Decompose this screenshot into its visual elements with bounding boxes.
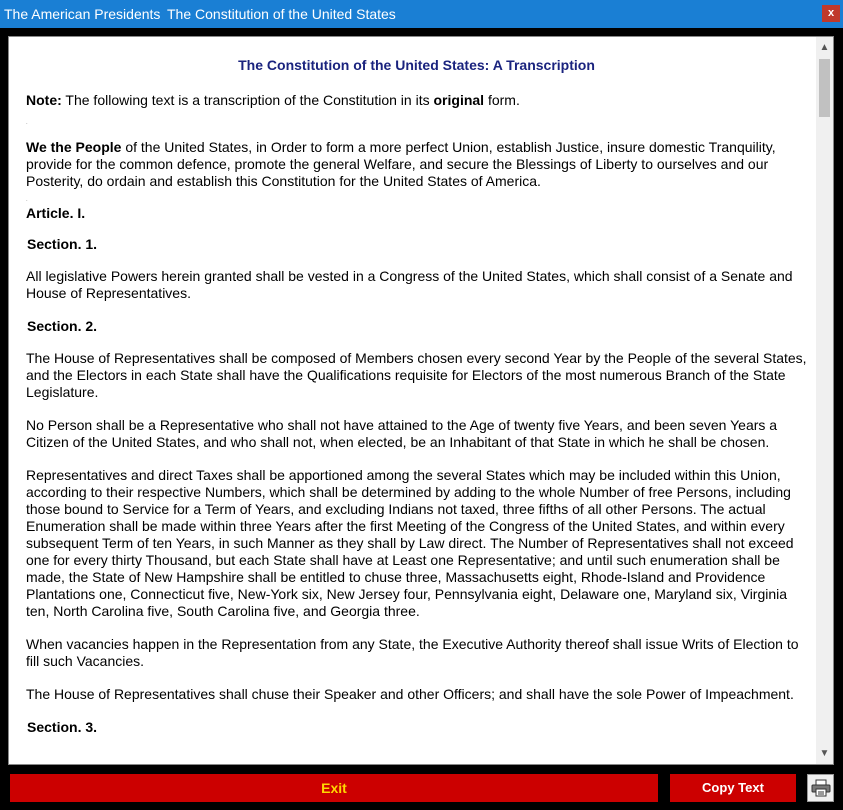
printer-icon: [811, 779, 831, 797]
exit-button[interactable]: Exit: [10, 774, 658, 802]
chevron-up-icon[interactable]: ▲: [819, 42, 830, 53]
section-heading: Section. 1.: [27, 236, 98, 252]
separator: .: [26, 120, 28, 126]
section-heading: Section. 3.: [27, 719, 98, 735]
document-title: The Constitution of the United States: A Transcription: [238, 57, 595, 73]
note-text-2: form.: [484, 92, 520, 108]
article-heading: Article. I.: [26, 205, 86, 221]
print-button[interactable]: [807, 774, 834, 802]
paragraph: Representatives and direct Taxes shall be apportioned among the several States which may be included within this Union, according to their respective Numbers, which shall be determined by adding to the whole Number of free Persons, including those bound to Service for a Term of Years, and excluding Indians not taxed, three fifths of all other Persons. The actual Enumeration shall be made within three Years after the first Meeting of the Congress of the United States, and within every subsequent Term of ten Years, in such Manner as they shall by Law direct. The Number of Representatives shall not exceed one for every thirty Thousand, but each State shall have at Least one Representative; and until such enumeration shall be made, the State of New Hampshire shall be entitled to chuse three, Massachusetts eight, Rhode-Island and Providence Plantations one, Connecticut five, New-York six, New Jersey four, Pennsylvania eight, Delaware one, Maryland six, Virginia ten, North Carolina five, South Carolina five, and Georgia three.: [26, 467, 794, 619]
paragraph: The House of Representatives shall chuse their Speaker and other Officers; and shall have the sole Power of Impeachment.: [26, 686, 794, 702]
note-label: Note:: [26, 92, 62, 108]
preamble-paragraph: [26, 139, 807, 190]
paragraph: All legislative Powers herein granted shall be vested in a Congress of the United States, which shall consist of a Senate and House of Representatives.: [26, 268, 793, 301]
document-content: [9, 37, 817, 764]
note-original: original: [433, 92, 485, 108]
paragraph: No Person shall be a Representative who shall not have attained to the Age of twenty five Years, and been seven Years a Citizen of the United States, and who shall not, when elected, be an Inhabitant of that State in which he shall be chosen.: [26, 417, 778, 450]
tab-american-presidents[interactable]: The American Presidents: [4, 6, 161, 22]
vertical-scrollbar[interactable]: [816, 37, 833, 764]
section-heading: Section. 2.: [27, 318, 98, 334]
separator: .: [26, 197, 28, 203]
paragraph: When vacancies happen in the Representation from any State, the Executive Authority thereof shall issue Writs of Election to fill such Vacancies.: [26, 636, 799, 669]
preamble-text: of the United States, in Order to form a more perfect Union, establish Justice, insure domestic Tranquility, provide for the common defence, promote the general Welfare, and secure the Blessings of Liberty to ourselves and our Posterity, do ordain and establish this Constitution for the United States of America.: [26, 139, 776, 189]
note-text-1: The following text is a transcription of the Constitution in its: [61, 92, 434, 108]
paragraph: The House of Representatives shall be composed of Members chosen every second Year by the People of the several States, and the Electors in each State shall have the Qualifications requisite for Electors of the most numerous Branch of the State Legislature.: [26, 350, 807, 400]
close-button[interactable]: x: [822, 5, 840, 22]
preamble-bold: We the People: [26, 139, 122, 155]
title-bar: [0, 0, 843, 28]
chevron-down-icon[interactable]: ▼: [819, 748, 830, 759]
scrollbar-thumb[interactable]: [819, 59, 830, 117]
tab-constitution[interactable]: The Constitution of the United States: [167, 6, 396, 22]
note-paragraph: [26, 92, 807, 109]
copy-text-button[interactable]: Copy Text: [670, 774, 796, 802]
document-viewer: [8, 36, 834, 765]
